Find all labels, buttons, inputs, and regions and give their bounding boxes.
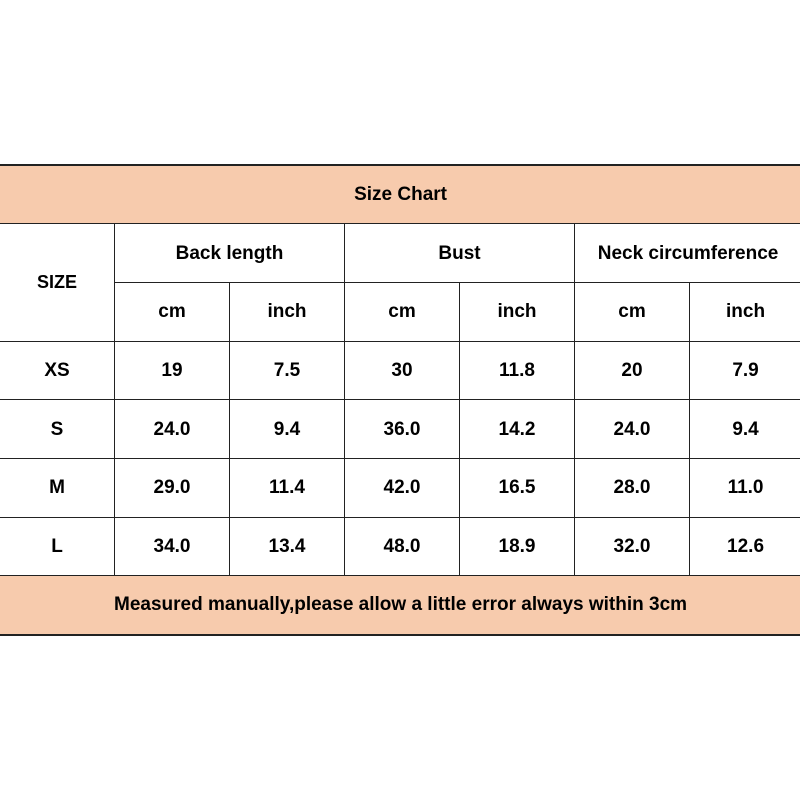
table-cell: 11.8: [460, 341, 575, 400]
table-cell: 36.0: [345, 400, 460, 459]
table-cell: 14.2: [460, 400, 575, 459]
table-cell: 32.0: [575, 517, 690, 576]
table-row: [0, 517, 800, 576]
unit-header: cm: [575, 282, 690, 341]
table-cell: 18.9: [460, 517, 575, 576]
table-cell: 13.4: [230, 517, 345, 576]
size-label: XS: [0, 341, 115, 400]
unit-header: cm: [115, 282, 230, 341]
size-chart-table: [0, 164, 800, 636]
table-cell: 19: [115, 341, 230, 400]
footer-note: Measured manually,please allow a little error always within 3cm: [0, 576, 800, 635]
table-row: [0, 400, 800, 459]
table-row: [0, 458, 800, 517]
size-label: S: [0, 400, 115, 459]
table-cell: 28.0: [575, 458, 690, 517]
neck-circumference-header: Neck circumference: [575, 224, 800, 283]
table-cell: 12.6: [690, 517, 800, 576]
table-cell: 24.0: [115, 400, 230, 459]
table-cell: 16.5: [460, 458, 575, 517]
chart-title: Size Chart: [0, 165, 800, 224]
size-label: M: [0, 458, 115, 517]
measurement-header-row: [0, 224, 800, 283]
table-cell: 30: [345, 341, 460, 400]
table-cell: 48.0: [345, 517, 460, 576]
unit-header-row: [0, 282, 800, 341]
table-cell: 34.0: [115, 517, 230, 576]
table-cell: 7.5: [230, 341, 345, 400]
size-label: L: [0, 517, 115, 576]
bust-header: Bust: [345, 224, 575, 283]
table-cell: 9.4: [690, 400, 800, 459]
title-row: [0, 165, 800, 224]
unit-header: cm: [345, 282, 460, 341]
unit-header: inch: [460, 282, 575, 341]
unit-header: inch: [690, 282, 800, 341]
table-cell: 24.0: [575, 400, 690, 459]
back-length-header: Back length: [115, 224, 345, 283]
unit-header: inch: [230, 282, 345, 341]
table-cell: 42.0: [345, 458, 460, 517]
table-cell: 29.0: [115, 458, 230, 517]
table-cell: 7.9: [690, 341, 800, 400]
table-cell: 11.4: [230, 458, 345, 517]
table-cell: 20: [575, 341, 690, 400]
table-row: [0, 341, 800, 400]
size-column-header: SIZE: [0, 224, 115, 341]
table-cell: 11.0: [690, 458, 800, 517]
table-cell: 9.4: [230, 400, 345, 459]
footer-row: [0, 576, 800, 635]
